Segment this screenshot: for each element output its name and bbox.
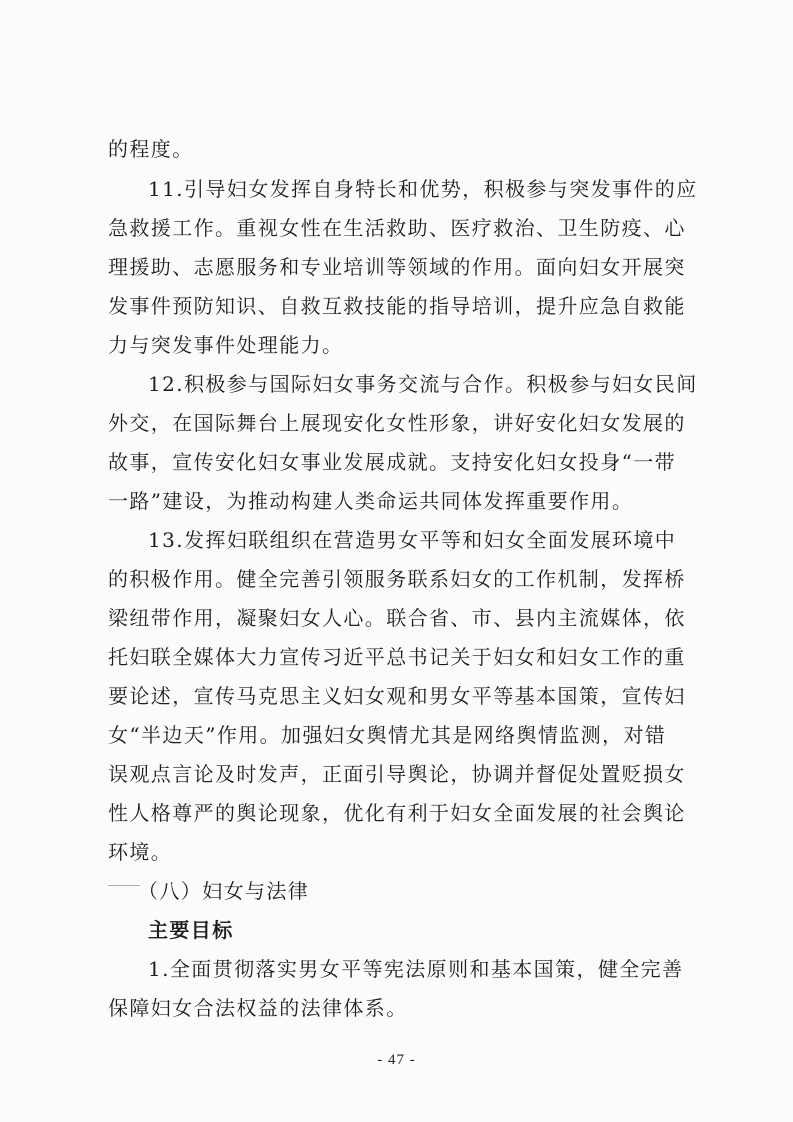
text-line: 误观点言论及时发声，正面引导舆论，协调并督促处置贬损女 [108,762,686,786]
paragraph-11-line: 11.引导妇女发挥自身特长和优势，积极参与突发事件的应 [148,177,698,201]
subsection-title: 主要目标 [148,918,234,942]
text-line: 急救援工作。重视女性在生活救助、医疗救治、卫生防疫、心 [108,216,686,240]
text-line: 发事件预防知识、自救互救技能的指导培训，提升应急自救能 [108,294,686,318]
section-heading: （八）妇女与法律 [138,879,310,903]
text-line: 理援助、志愿服务和专业培训等领域的作用。面向妇女开展突 [108,255,686,279]
text-line: 要论述，宣传马克思主义妇女观和男女平等基本国策，宣传妇 [108,684,686,708]
text-line: 的积极作用。健全完善引领服务联系妇女的工作机制，发挥桥 [108,567,686,591]
text-line: 故事，宣传安化妇女事业发展成就。支持安化妇女投身“一带 [108,450,677,474]
text-line: 环境。 [108,840,173,864]
text-line: 梁纽带作用，凝聚妇女人心。联合省、市、县内主流媒体，依 [108,606,686,630]
text-line: 的程度。 [108,137,194,161]
text-line: 托妇联全媒体大力宣传习近平总书记关于妇女和妇女工作的重 [108,645,686,669]
page-number: - 47 - [377,1052,416,1068]
text-line: 力与突发事件处理能力。 [108,333,344,357]
text-line: 保障妇女合法权益的法律体系。 [108,996,408,1020]
text-line: 女“半边天”作用。加强妇女舆情尤其是网络舆情监测，对错 [108,723,667,747]
paragraph-13-line: 13.发挥妇联组织在营造男女平等和妇女全面发展环境中 [148,528,677,552]
text-line: 一路”建设，为推动构建人类命运共同体发挥重要作用。 [108,489,634,513]
paragraph-12-line: 12.积极参与国际妇女事务交流与合作。积极参与妇女民间 [148,372,698,396]
target-1-line: 1.全面贯彻落实男女平等宪法原则和基本国策，健全完善 [148,957,684,981]
scan-mark [108,885,140,886]
text-line: 外交，在国际舞台上展现安化女性形象，讲好安化妇女发展的 [108,411,686,435]
text-line: 性人格尊严的舆论现象，优化有利于妇女全面发展的社会舆论 [108,801,686,825]
